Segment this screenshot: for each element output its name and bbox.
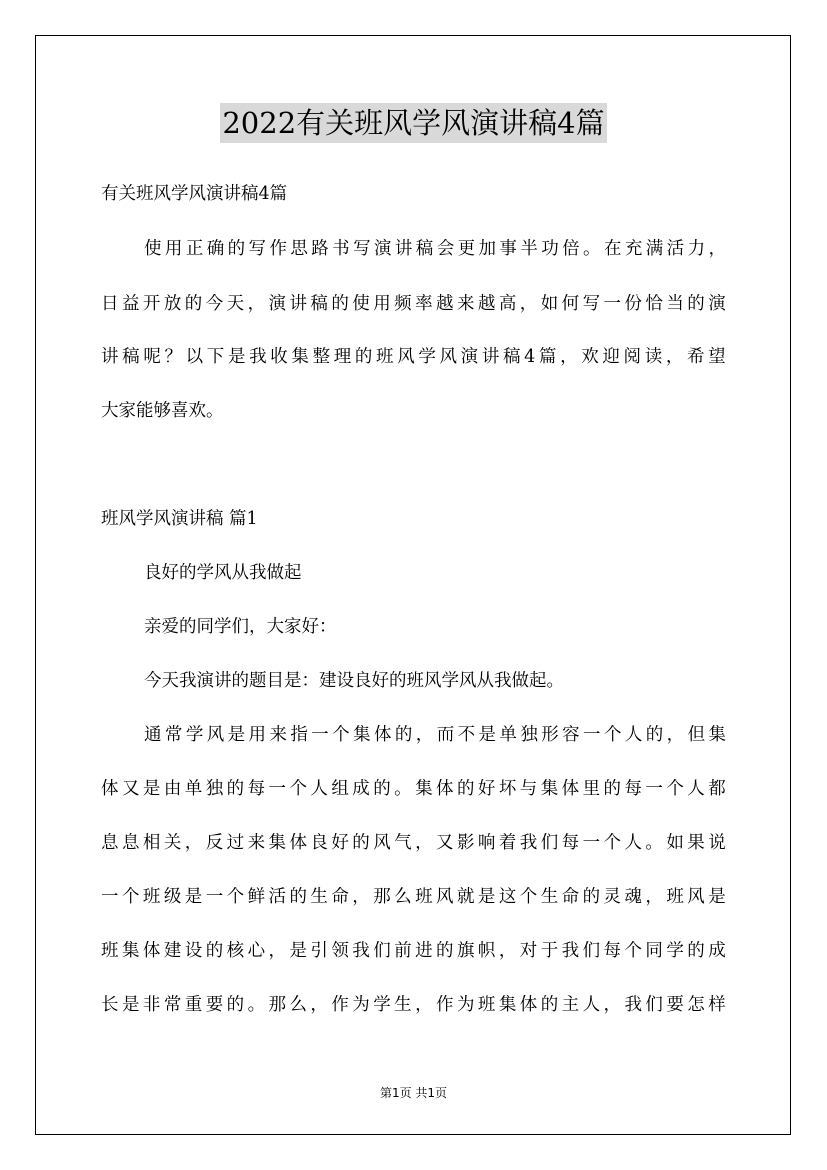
glyph: 越 xyxy=(477,294,496,314)
glyph: 集 xyxy=(415,779,433,799)
glyph: 要 xyxy=(666,995,684,1015)
glyph: 用 xyxy=(164,239,183,259)
glyph: 生 xyxy=(310,887,328,907)
glyph: 单 xyxy=(499,725,517,745)
glyph: 写 xyxy=(582,294,601,314)
glyph: 就 xyxy=(456,887,475,907)
glyph: 个 xyxy=(121,887,140,907)
glyph: 路 xyxy=(311,239,329,259)
glyph: ， xyxy=(184,833,203,853)
glyph: 气 xyxy=(394,833,412,853)
glyph: ， xyxy=(415,833,433,853)
glyph: 是 xyxy=(477,887,496,907)
glyph: 的 xyxy=(226,995,245,1015)
glyph: 为 xyxy=(352,995,370,1015)
glyph: 更 xyxy=(457,239,476,259)
glyph: 益 xyxy=(121,294,140,314)
glyph: 核 xyxy=(226,941,245,961)
glyph: 呢 xyxy=(143,347,161,367)
glyph: 对 xyxy=(519,941,538,961)
glyph: 班 xyxy=(477,995,496,1015)
body-line xyxy=(144,723,726,747)
glyph: 体 xyxy=(101,779,119,799)
glyph: 都 xyxy=(708,779,726,799)
glyph: 讲 xyxy=(481,347,500,367)
glyph: 是 xyxy=(289,941,307,961)
glyph: 事 xyxy=(499,239,517,259)
glyph: 个 xyxy=(603,725,622,745)
body-line xyxy=(101,777,726,801)
glyph: 风 xyxy=(373,833,391,853)
glyph: 人 xyxy=(582,995,601,1015)
glyph: 整 xyxy=(312,347,331,367)
glyph: 样 xyxy=(708,995,726,1015)
glyph: 望 xyxy=(708,347,726,367)
glyph: 希 xyxy=(687,347,705,367)
glyph: 理 xyxy=(333,347,352,367)
glyph: ， xyxy=(247,294,266,314)
intro-line xyxy=(101,345,726,369)
glyph: 学 xyxy=(666,941,684,961)
glyph: 风 xyxy=(206,725,225,745)
glyph: ， xyxy=(519,294,538,314)
glyph: 频 xyxy=(394,294,412,314)
glyph: 生 xyxy=(394,995,412,1015)
glyph: ， xyxy=(310,995,328,1015)
body-line xyxy=(101,939,726,963)
glyph: 使 xyxy=(144,239,162,259)
glyph: 何 xyxy=(561,294,580,314)
glyph: 份 xyxy=(624,294,642,314)
glyph: ， xyxy=(560,347,578,367)
glyph: 阅 xyxy=(623,347,642,367)
glyph: 的 xyxy=(226,779,245,799)
glyph: 的 xyxy=(352,833,370,853)
glyph: 体 xyxy=(289,833,307,853)
glyph: 常 xyxy=(164,725,183,745)
glyph: ， xyxy=(665,347,684,367)
body-line xyxy=(101,831,726,855)
glyph: 满 xyxy=(645,239,664,259)
glyph: 好 xyxy=(331,833,349,853)
glyph: 独 xyxy=(520,725,538,745)
intro-line xyxy=(144,237,726,261)
glyph: 收 xyxy=(270,347,288,367)
glyph: 使 xyxy=(352,294,370,314)
glyph: 形 xyxy=(541,725,559,745)
glyph: 那 xyxy=(373,887,391,907)
glyph: 主 xyxy=(561,995,580,1015)
glyph: 个 xyxy=(332,725,350,745)
glyph: 学 xyxy=(373,995,391,1015)
glyph: 而 xyxy=(436,725,455,745)
glyph: 学 xyxy=(185,725,204,745)
glyph: 力 xyxy=(687,239,706,259)
glyph: 的 xyxy=(645,725,664,745)
glyph: 重 xyxy=(184,995,203,1015)
glyph: 的 xyxy=(394,725,413,745)
glyph: 通 xyxy=(144,725,162,745)
glyph: 人 xyxy=(687,779,705,799)
glyph: 体 xyxy=(519,995,538,1015)
glyph: 正 xyxy=(185,239,204,259)
glyph: 风 xyxy=(687,887,705,907)
glyph: 个 xyxy=(519,887,538,907)
glyph: 的 xyxy=(687,294,705,314)
glyph: 风 xyxy=(397,347,415,367)
glyph: 要 xyxy=(205,995,224,1015)
glyph: 成 xyxy=(708,941,726,961)
page-footer: 第1页 共1页 xyxy=(379,1086,448,1100)
glyph: 越 xyxy=(436,294,454,314)
glyph: 的 xyxy=(540,995,559,1015)
glyph: 反 xyxy=(205,833,224,853)
glyph: 非 xyxy=(142,995,161,1015)
glyph: 一 xyxy=(645,779,663,799)
glyph: 讲 xyxy=(289,294,307,314)
subtitle: 有关班风学风演讲稿4篇 xyxy=(101,184,288,204)
glyph: 人 xyxy=(310,779,328,799)
glyph: 体 xyxy=(142,941,161,961)
glyph: 书 xyxy=(332,239,350,259)
glyph: 息 xyxy=(101,833,119,853)
glyph: 影 xyxy=(456,833,475,853)
glyph: 率 xyxy=(415,294,433,314)
glyph: 但 xyxy=(687,725,706,745)
glyph: 们 xyxy=(373,941,391,961)
glyph: 在 xyxy=(603,239,622,259)
glyph: 。 xyxy=(247,995,266,1015)
glyph: 写 xyxy=(248,239,267,259)
glyph: 每 xyxy=(624,779,642,799)
glyph: 个 xyxy=(624,941,642,961)
glyph: 是 xyxy=(142,779,161,799)
glyph: 的 xyxy=(603,779,621,799)
glyph: 每 xyxy=(247,779,266,799)
glyph: 来 xyxy=(247,833,266,853)
glyph: 个 xyxy=(603,833,621,853)
glyph: 级 xyxy=(163,887,182,907)
glyph: 命 xyxy=(561,887,580,907)
glyph: 作 xyxy=(269,239,287,259)
glyph: 我 xyxy=(352,941,370,961)
glyph: 风 xyxy=(436,887,454,907)
glyph: 稿 xyxy=(502,347,521,367)
glyph: 思 xyxy=(290,239,308,259)
glyph: 读 xyxy=(644,347,663,367)
glyph: 集 xyxy=(353,725,371,745)
glyph: 说 xyxy=(708,833,726,853)
glyph: 日 xyxy=(101,294,119,314)
glyph: 的 xyxy=(354,347,373,367)
glyph: 生 xyxy=(540,887,559,907)
glyph: 班 xyxy=(666,887,684,907)
glyph: 集 xyxy=(291,347,309,367)
glyph: ， xyxy=(498,941,517,961)
glyph: 常 xyxy=(163,995,182,1015)
glyph: 为 xyxy=(456,995,475,1015)
glyph: 我 xyxy=(519,833,538,853)
glyph: 的 xyxy=(331,294,349,314)
glyph: 旗 xyxy=(456,941,475,961)
glyph: 每 xyxy=(561,833,580,853)
glyph: 开 xyxy=(142,294,161,314)
glyph: 们 xyxy=(582,941,601,961)
glyph: 今 xyxy=(205,294,224,314)
glyph: 集 xyxy=(708,725,726,745)
glyph: 的 xyxy=(582,887,601,907)
glyph: 是 xyxy=(121,995,140,1015)
glyph: 演 xyxy=(708,294,726,314)
intro-line: 大家能够喜欢。 xyxy=(101,401,224,421)
glyph: 风 xyxy=(439,347,457,367)
glyph: ， xyxy=(268,941,286,961)
greeting: 亲爱的同学们，大家好： xyxy=(144,617,337,637)
glyph: 我 xyxy=(249,347,267,367)
glyph: 。 xyxy=(645,833,663,853)
glyph: 充 xyxy=(624,239,643,259)
glyph: 的 xyxy=(205,941,224,961)
glyph: 设 xyxy=(184,941,203,961)
glyph: 良 xyxy=(310,833,328,853)
glyph: 又 xyxy=(121,779,140,799)
glyph: 迎 xyxy=(602,347,620,367)
glyph: 写 xyxy=(353,239,371,259)
topic-line: 今天我演讲的题目是：建设良好的班风学风从我做起。 xyxy=(144,671,564,691)
glyph: ， xyxy=(415,725,434,745)
glyph: 坏 xyxy=(498,779,517,799)
glyph: 下 xyxy=(206,347,225,367)
title-wrapper xyxy=(0,103,827,143)
glyph: 倍 xyxy=(562,239,580,259)
glyph: 班 xyxy=(415,887,433,907)
glyph: 是 xyxy=(227,347,246,367)
glyph: 果 xyxy=(687,833,705,853)
glyph: 的 xyxy=(373,779,391,799)
glyph: 引 xyxy=(310,941,328,961)
section-heading: 班风学风演讲稿 篇1 xyxy=(101,509,258,529)
glyph: 集 xyxy=(121,941,140,961)
glyph: 领 xyxy=(331,941,349,961)
glyph: 相 xyxy=(142,833,161,853)
glyph: 会 xyxy=(436,239,455,259)
glyph: 们 xyxy=(540,833,559,853)
glyph: 着 xyxy=(498,833,517,853)
glyph: 集 xyxy=(268,833,286,853)
glyph: 一 xyxy=(268,779,286,799)
glyph: 体 xyxy=(436,779,454,799)
glyph: 又 xyxy=(436,833,454,853)
glyph: 。 xyxy=(394,779,412,799)
glyph: 那 xyxy=(268,995,286,1015)
glyph: 指 xyxy=(290,725,308,745)
glyph: 个 xyxy=(289,779,307,799)
glyph: 的 xyxy=(289,887,307,907)
speech-title: 良好的学风从我做起 xyxy=(144,563,302,583)
glyph: 人 xyxy=(624,725,643,745)
glyph: 作 xyxy=(436,995,454,1015)
glyph: 么 xyxy=(289,995,307,1015)
glyph: 组 xyxy=(331,779,349,799)
glyph: 体 xyxy=(561,779,580,799)
intro-line xyxy=(101,292,726,316)
glyph: 怎 xyxy=(687,995,705,1015)
glyph: 演 xyxy=(373,239,392,259)
glyph: 于 xyxy=(540,941,559,961)
glyph: 天 xyxy=(226,294,245,314)
glyph: 放 xyxy=(163,294,182,314)
glyph: 是 xyxy=(184,887,203,907)
glyph: 一 xyxy=(582,833,601,853)
glyph: 篇 xyxy=(538,347,557,367)
glyph: 讲 xyxy=(394,239,413,259)
glyph: 建 xyxy=(163,941,182,961)
glyph: 。 xyxy=(583,239,601,259)
glyph: 命 xyxy=(331,887,349,907)
glyph: 鲜 xyxy=(247,887,266,907)
glyph: 过 xyxy=(226,833,245,853)
glyph: 关 xyxy=(163,833,182,853)
glyph: 与 xyxy=(519,779,538,799)
glyph: 活 xyxy=(268,887,286,907)
body-line xyxy=(101,885,726,909)
glyph: 成 xyxy=(352,779,370,799)
glyph: 这 xyxy=(498,887,517,907)
glyph: 心 xyxy=(247,941,266,961)
glyph: 集 xyxy=(540,779,559,799)
glyph: 进 xyxy=(415,941,433,961)
glyph: 独 xyxy=(205,779,224,799)
glyph: 班 xyxy=(101,941,119,961)
glyph: 不 xyxy=(457,725,476,745)
glyph: 稿 xyxy=(310,294,328,314)
glyph: 的 xyxy=(687,941,705,961)
glyph: 来 xyxy=(269,725,287,745)
glyph: ？ xyxy=(164,347,182,367)
document-title: 2022有关班风学风演讲稿4篇 xyxy=(220,103,606,143)
glyph: 个 xyxy=(226,887,245,907)
glyph: 当 xyxy=(666,294,684,314)
glyph: 是 xyxy=(227,725,246,745)
glyph: 每 xyxy=(603,941,621,961)
glyph: 来 xyxy=(456,294,475,314)
glyph: 4 xyxy=(524,347,536,367)
glyph: ， xyxy=(415,995,433,1015)
glyph: 里 xyxy=(582,779,601,799)
glyph: 功 xyxy=(541,239,559,259)
glyph: 演 xyxy=(460,347,479,367)
glyph: 如 xyxy=(666,833,684,853)
glyph: 长 xyxy=(101,995,119,1015)
glyph: 恰 xyxy=(645,294,663,314)
glyph: 灵 xyxy=(603,887,621,907)
glyph: 稿 xyxy=(122,347,140,367)
glyph: 们 xyxy=(645,995,663,1015)
glyph: 个 xyxy=(666,779,684,799)
glyph: 单 xyxy=(184,779,203,799)
glyph: 活 xyxy=(666,239,685,259)
glyph: 的 xyxy=(436,941,454,961)
glyph: 班 xyxy=(376,347,394,367)
glyph: 体 xyxy=(373,725,392,745)
glyph: ， xyxy=(708,239,726,259)
glyph: 人 xyxy=(624,833,642,853)
body-line xyxy=(101,993,726,1017)
glyph: 同 xyxy=(645,941,663,961)
glyph: 作 xyxy=(331,995,349,1015)
glyph: 一 xyxy=(205,887,224,907)
glyph: 如 xyxy=(540,294,559,314)
glyph: 演 xyxy=(268,294,286,314)
glyph: 息 xyxy=(121,833,140,853)
glyph: 半 xyxy=(520,239,538,259)
glyph: 高 xyxy=(498,294,517,314)
glyph: 一 xyxy=(311,725,329,745)
glyph: 响 xyxy=(477,833,496,853)
glyph: 魂 xyxy=(624,887,642,907)
glyph: 的 xyxy=(227,239,246,259)
glyph: 用 xyxy=(248,725,267,745)
glyph: 欢 xyxy=(581,347,599,367)
glyph: 班 xyxy=(142,887,161,907)
glyph: 集 xyxy=(498,995,517,1015)
glyph: 确 xyxy=(206,239,225,259)
glyph: 一 xyxy=(583,725,601,745)
glyph: ， xyxy=(603,995,621,1015)
glyph: 稿 xyxy=(415,239,434,259)
glyph: 以 xyxy=(185,347,204,367)
glyph: 一 xyxy=(603,294,621,314)
glyph: 的 xyxy=(456,779,475,799)
glyph: 前 xyxy=(394,941,412,961)
glyph: 一 xyxy=(101,887,119,907)
glyph: 好 xyxy=(477,779,496,799)
glyph: 由 xyxy=(163,779,182,799)
glyph: 用 xyxy=(373,294,391,314)
glyph: 帜 xyxy=(477,941,496,961)
glyph: 是 xyxy=(478,725,496,745)
glyph: 的 xyxy=(184,294,203,314)
glyph: 是 xyxy=(708,887,726,907)
glyph: 容 xyxy=(562,725,580,745)
glyph: ， xyxy=(645,887,663,907)
glyph: 学 xyxy=(418,347,436,367)
glyph: 我 xyxy=(561,941,580,961)
glyph: 我 xyxy=(624,995,642,1015)
glyph: 加 xyxy=(478,239,496,259)
glyph: 讲 xyxy=(101,347,119,367)
glyph: 么 xyxy=(394,887,412,907)
glyph: ， xyxy=(352,887,370,907)
glyph: ， xyxy=(666,725,685,745)
